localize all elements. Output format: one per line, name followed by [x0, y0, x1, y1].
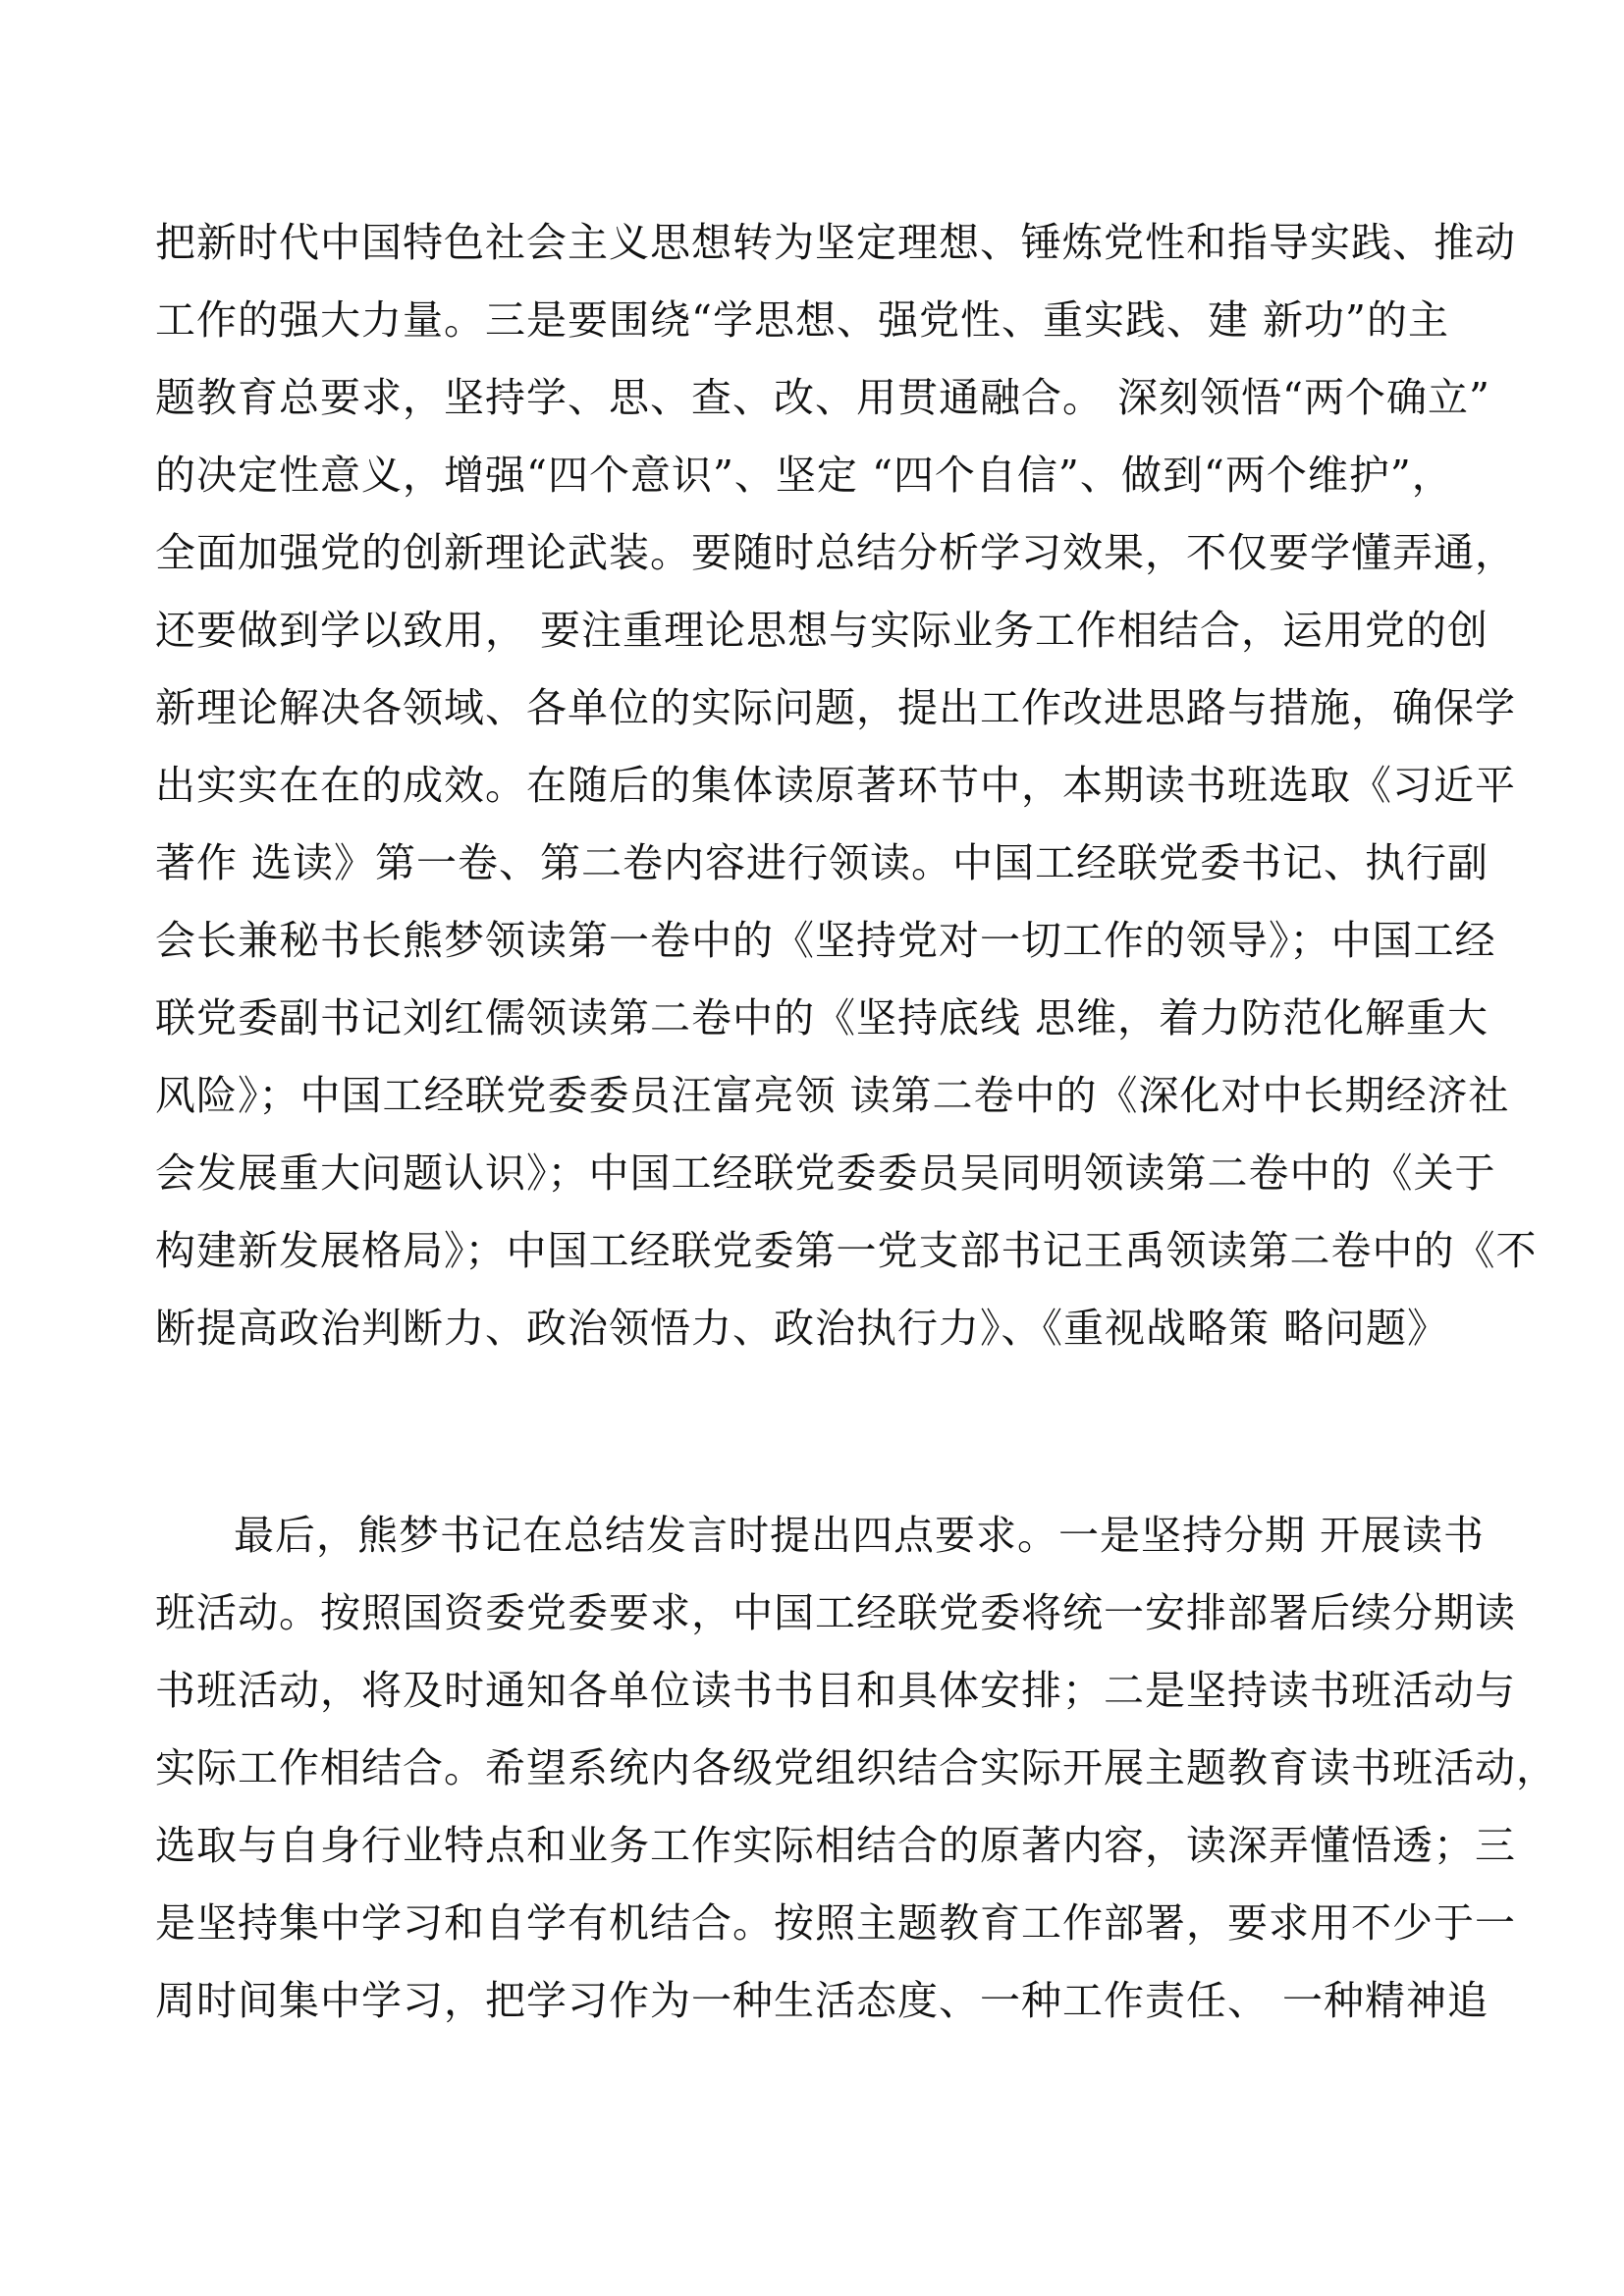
paragraph-2 — [155, 1497, 1557, 2040]
text-line: 联党委副书记刘红儒领读第二卷中的《坚持底线 思维，着力防范化解重大 — [155, 994, 1489, 1041]
text-line: 实际工作相结合。希望系统内各级党组织结合实际开展主题教育读书班活动， — [155, 1744, 1557, 1791]
text-line: 构建新发展格局》；中国工经联党委第一党支部书记王禹领读第二卷中的《不 — [155, 1227, 1538, 1274]
text-line: 的决定性意义，增强“四个意识”、坚定 “四个自信”、做到“两个维护”， — [155, 452, 1453, 499]
text-line: 全面加强党的创新理论武装。要随时总结分析学习效果，不仅要学懂弄通， — [155, 529, 1516, 576]
text-line: 还要做到学以致用， 要注重理论思想与实际业务工作相结合，运用党的创 — [155, 607, 1489, 654]
text-line: 题教育总要求，坚持学、思、查、改、用贯通融合。 深刻领悟“两个确立” — [155, 374, 1490, 421]
text-line: 风险》；中国工经联党委委员汪富亮领 读第二卷中的《深化对中长期经济社 — [155, 1072, 1510, 1119]
text-line: 选取与自身行业特点和业务工作实际相结合的原著内容，读深弄懂悟透；三 — [155, 1822, 1516, 1869]
text-line: 工作的强大力量。三是要围绕“学思想、强党性、重实践、建 新功”的主 — [155, 296, 1449, 344]
text-line: 断提高政治判断力、政治领悟力、政治执行力》、《重视战略策 略问题》 — [155, 1305, 1449, 1352]
text-line: 最后，熊梦书记在总结发言时提出四点要求。一是坚持分期 开展读书 — [234, 1512, 1486, 1559]
text-line: 班活动。按照国资委党委要求，中国工经联党委将统一安排部署后续分期读 — [155, 1589, 1516, 1636]
text-line: 会长兼秘书长熊梦领读第一卷中的《坚持党对一切工作的领导》；中国工经 — [155, 917, 1496, 964]
text-line: 是坚持集中学习和自学有机结合。按照主题教育工作部署，要求用不少于一 — [155, 1899, 1516, 1947]
text-line: 会发展重大问题认识》；中国工经联党委委员吴同明领读第二卷中的《关于 — [155, 1149, 1496, 1197]
text-line: 著作 选读》第一卷、第二卷内容进行领读。中国工经联党委书记、执行副 — [155, 839, 1489, 886]
text-line: 把新时代中国特色社会主义思想转为坚定理想、锤炼党性和指导实践、推动 — [155, 219, 1516, 266]
text-line: 新理论解决各领域、各单位的实际问题，提出工作改进思路与措施，确保学 — [155, 684, 1516, 731]
text-line: 出实实在在的成效。在随后的集体读原著环节中，本期读书班选取《习近平 — [155, 762, 1516, 809]
text-line: 周时间集中学习，把学习作为一种生活态度、一种工作责任、 一种精神追 — [155, 1977, 1489, 2024]
paragraph-1 — [155, 204, 1538, 1367]
text-line: 书班活动，将及时通知各单位读书书目和具体安排；二是坚持读书班活动与 — [155, 1667, 1516, 1714]
